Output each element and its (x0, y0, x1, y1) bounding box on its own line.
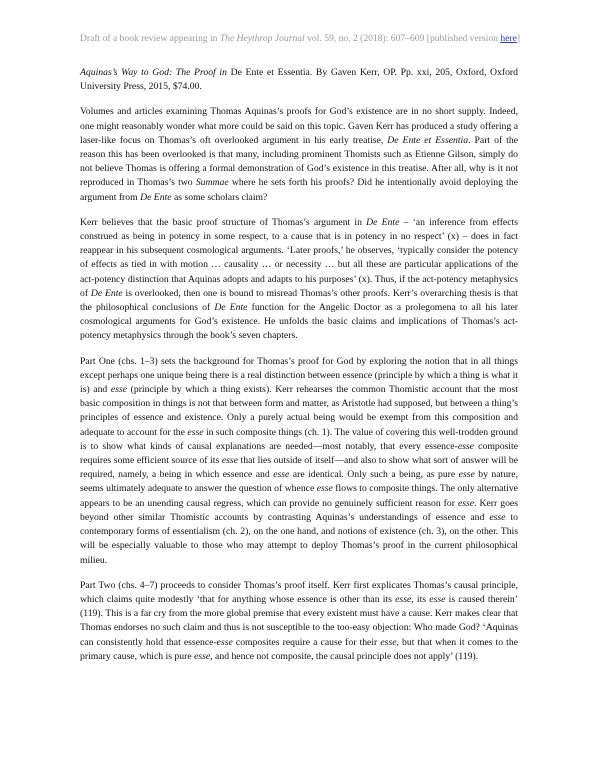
paragraph-2: Kerr believes that the basic proof structure of Thomas’s argument in De Ente – ‘an inference from effects construed as being in potency in some respect, to a cause that is in potency in no respect’ (x) – does in fact reappear in his subsequent cosmological arguments. ‘Later proofs,’ he observes, ‘typically consider the potency of effects as tied in with motion … causality … or necessity … but all these are particular applications of the act-potency distinction that Aquinas adopts and adapts to his purposes’ (x). Thus, if the act-potency metaphysics of De Ente is overlooked, then one is bound to misread Thomas’s other proofs. Kerr’s overarching thesis is that the philosophical conclusions of De Ente function for the Angelic Doctor as a prolegomena to all his later cosmological arguments for God’s existence. He unfolds the basic claims and implications of Thomas’s act-potency metaphysics through the book’s seven chapters. (80, 216, 518, 342)
review-body (80, 66, 518, 675)
paragraph-1: Volumes and articles examining Thomas Aquinas’s proofs for God’s existence are in no short supply. Indeed, one might reasonably wonder what more could be said on this topic. Gaven Kerr has produced a study offering a laser-like focus on Thomas’s oft overlooked argument in his early treatise, De Ente et Essentia. Part of the reason this has been overlooked is that many, including prominent Thomists such as Etienne Gilson, simply do not believe Thomas is offering a formal demonstration of God’s existence in this treatise. After all, why is it not reproduced in Thomas’s two Summae where he sets forth his proofs? Did he intentionally avoid deploying the argument from De Ente as some scholars claim? (80, 106, 518, 203)
book-citation: Aquinas’s Way to God: The Proof in De Ente et Essentia. By Gaven Kerr, OP. Pp. xxi, 205, Oxford, Oxford University Press, 2015, $74.00. (80, 67, 519, 93)
draft-header: Draft of a book review appearing in The Heythrop Journal vol. 59, no. 2 (2018): 607–609 [published version here] (79, 33, 521, 44)
journal-title: The Heythrop Journal (219, 33, 305, 44)
published-version-link[interactable]: here (500, 33, 517, 44)
paragraph-3: Part One (chs. 1–3) sets the background for Thomas’s proof for God by exploring the notion that in all things except perhaps one unique being there is a real distinction between essence (principle by which a thing is what it is) and esse (principle by which a thing exists). Kerr rehearses the common Thomistic account that the most basic composition in things is not that between form and matter, as Aristotle had supposed, but between a thing’s principles of essence and existence. Only a purely actual being would be exempt from this composition and adequate to account for the esse in such composite things (ch. 1). The value of covering this well-trodden ground is to show what kinds of causal explanations are needed—most notably, that every essence-esse composite requires some efficient source of its esse that lies outside of itself—and also to show what sort of answer will be required, namely, a being in which essence and esse are identical. Only such a being, as pure esse by nature, seems ultimately adequate to answer the question of whence esse flows to composite things. The only alternative appears to be an unending causal regress, which can provide no genuinely sufficient reason for esse. Kerr goes beyond other similar Thomistic accounts by contrasting Aquinas’s understandings of essence and esse to contemporary forms of essentialism (ch. 2), on the one hand, and notions of existence (ch. 3), on the other. This will be especially valuable to those who may attempt to deploy Thomas’s proof in the current philosophical milieu. (80, 355, 519, 566)
paragraph-4: Part Two (chs. 4–7) proceeds to consider Thomas’s proof itself. Kerr first explicates Thomas’s causal principle, which claims quite modestly ‘that for anything whose essence is other than its esse, its esse is caused therein’ (119). This is a far cry from the more global premise that every existent must have a cause. Kerr makes clear that Thomas endorses no such claim and thus is not susceptible to the too-easy objection: Who made God? ‘Aquinas can consistently hold that essence-esse composites require a cause for their esse, but that when it comes to the primary cause, which is pure esse, and hence not composite, the causal principle does not apply’ (119). (80, 579, 519, 662)
